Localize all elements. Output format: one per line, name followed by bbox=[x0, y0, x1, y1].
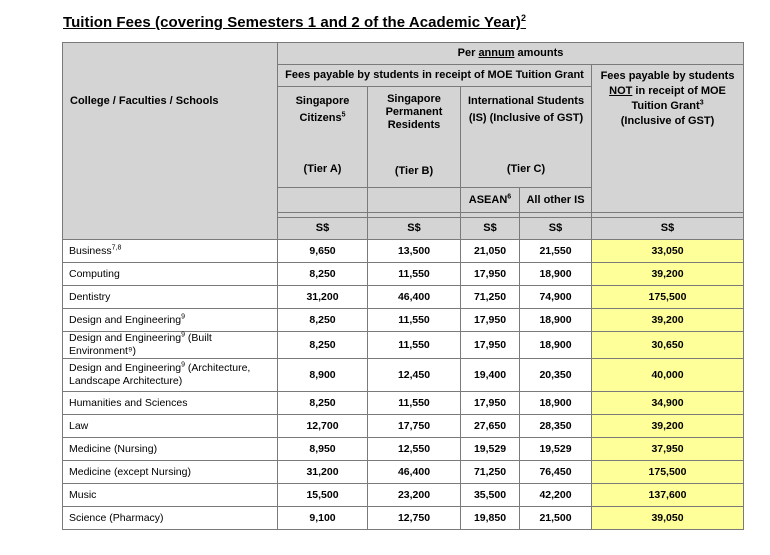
fee-tier-b: 12,550 bbox=[368, 438, 461, 461]
tier-c-label: (Tier C) bbox=[506, 163, 546, 175]
table-row bbox=[63, 484, 744, 507]
fee-asean: 17,950 bbox=[461, 392, 520, 415]
fee-tier-b: 11,550 bbox=[368, 309, 461, 332]
title-text: Tuition Fees (covering Semesters 1 and 2 of the Academic Year) bbox=[63, 14, 521, 31]
fee-tier-b: 23,200 bbox=[368, 484, 461, 507]
table-row bbox=[63, 359, 744, 392]
fee-tier-a: 15,500 bbox=[278, 484, 368, 507]
table-row bbox=[63, 461, 744, 484]
fee-asean: 21,050 bbox=[461, 240, 520, 263]
fee-other-is: 18,900 bbox=[520, 263, 592, 286]
fee-tier-a: 8,900 bbox=[278, 359, 368, 392]
fee-tier-b: 11,550 bbox=[368, 392, 461, 415]
fee-tier-b: 11,550 bbox=[368, 263, 461, 286]
fee-asean: 17,950 bbox=[461, 263, 520, 286]
fee-tier-a: 9,100 bbox=[278, 507, 368, 530]
asean-header: ASEAN$^6$ bbox=[461, 188, 520, 213]
fee-non-grant: 37,950 bbox=[592, 438, 744, 461]
table-row bbox=[63, 263, 744, 286]
table-row bbox=[63, 286, 744, 309]
fee-non-grant: 39,050 bbox=[592, 507, 744, 530]
currency-pr: S$ bbox=[368, 218, 461, 240]
fee-tier-b: 17,750 bbox=[368, 415, 461, 438]
fee-non-grant: 34,900 bbox=[592, 392, 744, 415]
fee-other-is: 28,350 bbox=[520, 415, 592, 438]
tier-a-spacer bbox=[278, 188, 368, 213]
college-name: Business$^{7,8}$ bbox=[63, 240, 278, 263]
fee-non-grant: 137,600 bbox=[592, 484, 744, 507]
fee-tier-a: 8,250 bbox=[278, 392, 368, 415]
fee-other-is: 74,900 bbox=[520, 286, 592, 309]
tier-b-spacer bbox=[368, 188, 461, 213]
tier-a-label: (Tier A) bbox=[303, 163, 342, 175]
per-annum-header: Per annum amounts bbox=[278, 43, 744, 65]
non-grant-header: Fees payable by students NOT in receipt of MOE Tuition Grant$^3$ (Inclusive of GST) bbox=[592, 65, 744, 213]
all-other-is-header: All other IS bbox=[520, 188, 592, 213]
fee-tier-b: 46,400 bbox=[368, 286, 461, 309]
table-row bbox=[63, 507, 744, 530]
fee-asean: 17,950 bbox=[461, 309, 520, 332]
fee-non-grant: 39,200 bbox=[592, 309, 744, 332]
title-footnote: 2 bbox=[520, 13, 527, 23]
fee-asean: 71,250 bbox=[461, 286, 520, 309]
college-header: College / Faculties / Schools bbox=[63, 43, 278, 240]
currency-sc: S$ bbox=[278, 218, 368, 240]
table-row bbox=[63, 415, 744, 438]
international-students-header: International Students (IS) (Inclusive of GST) (Tier C) bbox=[461, 87, 592, 188]
fee-tier-a: 9,650 bbox=[278, 240, 368, 263]
fee-non-grant: 175,500 bbox=[592, 286, 744, 309]
tuition-fees-table bbox=[62, 42, 744, 530]
fee-other-is: 21,500 bbox=[520, 507, 592, 530]
table-row bbox=[63, 240, 744, 263]
fee-tier-b: 11,550 bbox=[368, 332, 461, 359]
college-name: Music bbox=[63, 484, 278, 507]
singapore-pr-header: Singapore Permanent Residents (Tier B) bbox=[368, 87, 461, 188]
fee-non-grant: 30,650 bbox=[592, 332, 744, 359]
fee-other-is: 18,900 bbox=[520, 309, 592, 332]
fee-tier-b: 13,500 bbox=[368, 240, 461, 263]
fee-other-is: 19,529 bbox=[520, 438, 592, 461]
fee-tier-a: 12,700 bbox=[278, 415, 368, 438]
college-name: Design and Engineering$^9$ (Built Environment⁹) bbox=[63, 332, 278, 359]
singapore-citizens-header: Singapore Citizens$^5$ (Tier A) bbox=[278, 87, 368, 188]
fee-asean: 71,250 bbox=[461, 461, 520, 484]
tier-b-label: (Tier B) bbox=[394, 165, 434, 177]
college-name: Humanities and Sciences bbox=[63, 392, 278, 415]
fee-non-grant: 39,200 bbox=[592, 263, 744, 286]
table-row bbox=[63, 392, 744, 415]
fee-tier-b: 46,400 bbox=[368, 461, 461, 484]
college-name: Dentistry bbox=[63, 286, 278, 309]
fee-asean: 17,950 bbox=[461, 332, 520, 359]
college-name: Law bbox=[63, 415, 278, 438]
table-row bbox=[63, 332, 744, 359]
college-name: Medicine (except Nursing) bbox=[63, 461, 278, 484]
fee-asean: 35,500 bbox=[461, 484, 520, 507]
college-name: Science (Pharmacy) bbox=[63, 507, 278, 530]
college-name: Design and Engineering$^9$ bbox=[63, 309, 278, 332]
table-row bbox=[63, 438, 744, 461]
fee-other-is: 76,450 bbox=[520, 461, 592, 484]
fee-other-is: 21,550 bbox=[520, 240, 592, 263]
fee-other-is: 42,200 bbox=[520, 484, 592, 507]
college-name: Medicine (Nursing) bbox=[63, 438, 278, 461]
college-name: Design and Engineering$^9$ (Architecture, Landscape Architecture) bbox=[63, 359, 278, 392]
fee-asean: 27,650 bbox=[461, 415, 520, 438]
fee-asean: 19,850 bbox=[461, 507, 520, 530]
fee-other-is: 18,900 bbox=[520, 332, 592, 359]
fee-non-grant: 39,200 bbox=[592, 415, 744, 438]
table-row bbox=[63, 309, 744, 332]
fee-tier-a: 8,250 bbox=[278, 309, 368, 332]
fee-other-is: 20,350 bbox=[520, 359, 592, 392]
fee-non-grant: 40,000 bbox=[592, 359, 744, 392]
page-title bbox=[63, 14, 526, 31]
fee-asean: 19,400 bbox=[461, 359, 520, 392]
college-name: Computing bbox=[63, 263, 278, 286]
currency-non-grant: S$ bbox=[592, 218, 744, 240]
fee-tier-a: 8,250 bbox=[278, 263, 368, 286]
fee-tier-a: 31,200 bbox=[278, 461, 368, 484]
fee-tier-b: 12,450 bbox=[368, 359, 461, 392]
fee-tier-a: 31,200 bbox=[278, 286, 368, 309]
fee-non-grant: 33,050 bbox=[592, 240, 744, 263]
fee-asean: 19,529 bbox=[461, 438, 520, 461]
fee-tier-a: 8,950 bbox=[278, 438, 368, 461]
fee-non-grant: 175,500 bbox=[592, 461, 744, 484]
fee-other-is: 18,900 bbox=[520, 392, 592, 415]
currency-other-is: S$ bbox=[520, 218, 592, 240]
currency-asean: S$ bbox=[461, 218, 520, 240]
fee-tier-b: 12,750 bbox=[368, 507, 461, 530]
fee-tier-a: 8,250 bbox=[278, 332, 368, 359]
moe-grant-header: Fees payable by students in receipt of MOE Tuition Grant bbox=[278, 65, 592, 87]
